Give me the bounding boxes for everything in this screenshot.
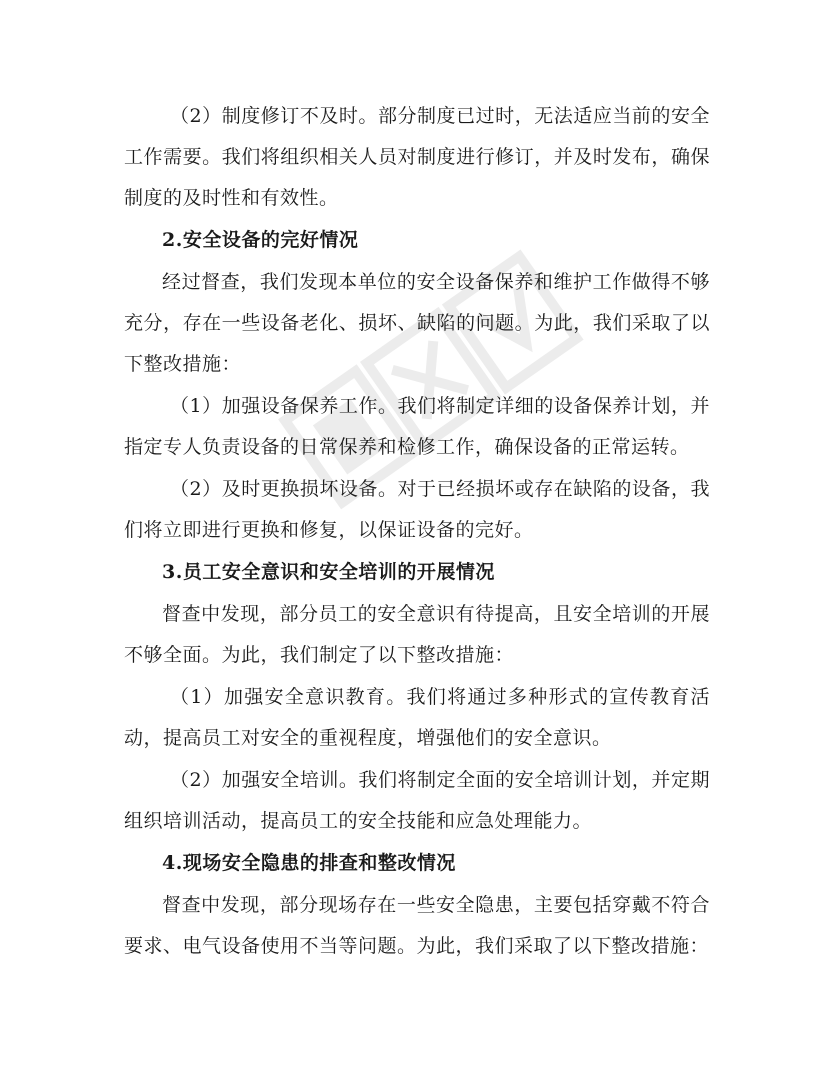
paragraph-hazard-findings: 督查中发现，部分现场存在一些安全隐患，主要包括穿戴不符合要求、电气设备使用不当等问题。为此，我们采取了以下整改措施： <box>124 894 710 957</box>
paragraph-equipment-replacement: （2）及时更换损坏设备。对于已经损坏或存在缺陷的设备，我们将立即进行更换和修复，以保证设备的完好。 <box>124 478 710 541</box>
paragraph-system-revision: （2）制度修订不及时。部分制度已过时，无法适应当前的安全工作需要。我们将组织相关人员对制度进行修订，并及时发布，确保制度的及时性和有效性。 <box>124 105 710 209</box>
heading-safety-equipment: 2.安全设备的完好情况 <box>162 229 359 251</box>
heading-site-hazards: 4.现场安全隐患的排查和整改情况 <box>162 852 456 874</box>
paragraph-equipment-findings: 经过督查，我们发现本单位的安全设备保养和维护工作做得不够充分，存在一些设备老化、损坏、缺陷的问题。为此，我们采取了以下整改措施： <box>124 271 710 375</box>
document-body <box>124 96 710 968</box>
paragraph-training-findings: 督查中发现，部分员工的安全意识有待提高，且安全培训的开展不够全面。为此，我们制定了以下整改措施： <box>124 603 710 666</box>
heading-safety-training: 3.员工安全意识和安全培训的开展情况 <box>162 561 495 583</box>
paragraph-equipment-maintenance: （1）加强设备保养工作。我们将制定详细的设备保养计划，并指定专人负责设备的日常保养和检修工作，确保设备的正常运转。 <box>124 395 710 458</box>
paragraph-safety-training: （2）加强安全培训。我们将制定全面的安全培训计划，并定期组织培训活动，提高员工的安全技能和应急处理能力。 <box>124 769 710 832</box>
paragraph-awareness-education: （1）加强安全意识教育。我们将通过多种形式的宣传教育活动，提高员工对安全的重视程度，增强他们的安全意识。 <box>124 686 710 749</box>
